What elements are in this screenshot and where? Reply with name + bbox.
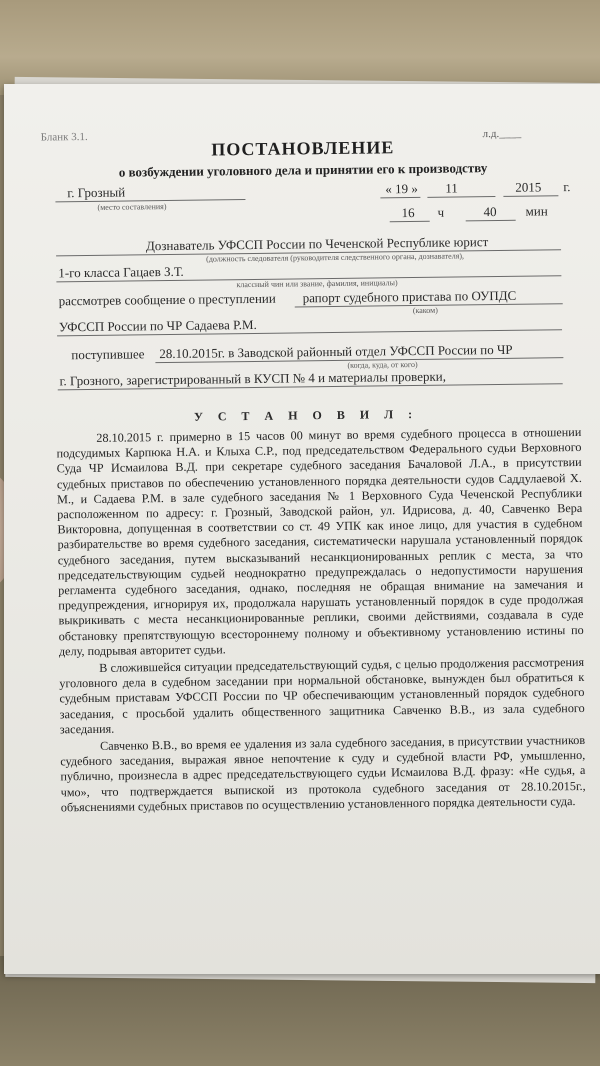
date-year-suffix: г. (563, 179, 571, 195)
date-day-underline (380, 197, 420, 198)
time-hours-label: ч (437, 204, 445, 220)
time-hours-underline (390, 221, 430, 222)
officer-line1: Дознаватель УФССП России по Чеченской Республике юрист (145, 234, 489, 254)
place-caption: (место составления) (97, 202, 167, 212)
report-line2: УФССП России по ЧР Садаева Р.М. (58, 316, 257, 335)
received-label: поступившее (71, 346, 145, 363)
time-minutes-underline (466, 220, 516, 222)
officer-caption2: классный чин или звание, фамилия, инициалы) (236, 278, 398, 290)
date-month-underline (427, 196, 495, 198)
body-paragraph-3: Савченко В.В., во время ее удаления из зала судебного заседания, в присутствии участников судебного заседания, выражая явное непочтение к суду и судебной власти РФ, умышленно, публично, произнесла в адрес председательствующего судьи Исмаилова В.Д. фразу: «Не судья, а чмо», что подтверждается выпиской из протокола судебного заседания от 28.10.2015г., объяснениями судебных приставов по осуществлению установленного порядка деятельности суда. (60, 733, 586, 815)
report-label: рассмотрев сообщение о преступлении (58, 290, 276, 309)
document-title: ПОСТАНОВЛЕНИЕ (211, 137, 395, 160)
document-sheet (4, 84, 600, 974)
document-subtitle: о возбуждении уголовного дела и принятии его к производству (118, 160, 488, 180)
place-value: г. Грозный (67, 184, 126, 201)
document-body (56, 425, 586, 817)
sheet-number: л.д.____ (482, 127, 522, 141)
established-heading: У С Т А Н О В И Л : (193, 406, 419, 424)
report-caption: (каком) (412, 305, 438, 316)
document-page (4, 84, 600, 974)
date-year: 2015 (515, 179, 542, 195)
officer-line2: 1-го класса Гацаев З.Т. (58, 263, 184, 281)
date-year-underline (503, 195, 558, 197)
officer-caption1: (должность следователя (руководителя следственного органа, дознавателя), (206, 251, 465, 264)
date-day: « 19 » (385, 180, 418, 197)
body-paragraph-2: В сложившейся ситуации председательствующий судья, с целью продолжения рассмотрения уголовного дела в судебном заседании при нормальной обстановке, вынужден был обратиться к судебным приставам УФССП России по ЧР обеспечивающим установленный порядок судебного заседания, с просьбой удалить общественного защитника Савченко В.В., из зала судебного заседания. (59, 655, 585, 737)
time-hours: 16 (401, 204, 415, 221)
date-month: 11 (445, 180, 458, 196)
received-line2: г. Грозного, зарегистрированный в КУСП № 4 и материалы проверки, (59, 368, 447, 389)
time-minutes: 40 (483, 203, 497, 220)
received-caption: (когда, куда, от кого) (347, 359, 418, 370)
body-paragraph-1: 28.10.2015 г. примерно в 15 часов 00 минут во время судебного процесса в отношении подсудимых Карпюка Н.А. и Клыха С.Р., под председательством Федерального судьи Верховного Суда ЧР Исмаилова В.Д. при секретаре судебного заседания Бачаловой Л.А., в присутствии судебных приставов по обеспечению установленного порядка деятельности судов Саддулаевой Х. М., и Садаева Р.М. в зале судебного заседания № 1 Верховного Суда Чеченской Республики расположенном по адресу: г. Грозный, Заводской район, ул. Идрисова, д. 40, Савченко Вера Викторовна, допущенная в соответствии со ст. 49 УПК как иное лицо, для участия в судебном разбирательстве во время судебного заседания, систематически нарушала установленный порядок судебного заседания, путем высказываний несанкционированных реплик с места, за что председательствующим судьей неоднократно предупреждалась о недопустимости нарушения регламента судебного заседания, однако, последняя не обращая внимание на замечания и предупреждения, игнорируя их, продолжала нарушать установленный порядок в суде продолжая выкрикивать с места несанкционированные реплики, своими действиями, создавала в суде обстановку препятствующую всестороннему полному и объективному установлению истины по делу, подрывая авторитет судьи. (56, 424, 584, 659)
received-value: 28.10.2015г. в Заводской районный отдел УФССП России по ЧР (159, 341, 513, 362)
time-minutes-label: мин (525, 203, 548, 219)
form-label: Бланк 3.1. (40, 130, 88, 144)
report-value: рапорт судебного пристава по ОУПДС (302, 287, 517, 306)
